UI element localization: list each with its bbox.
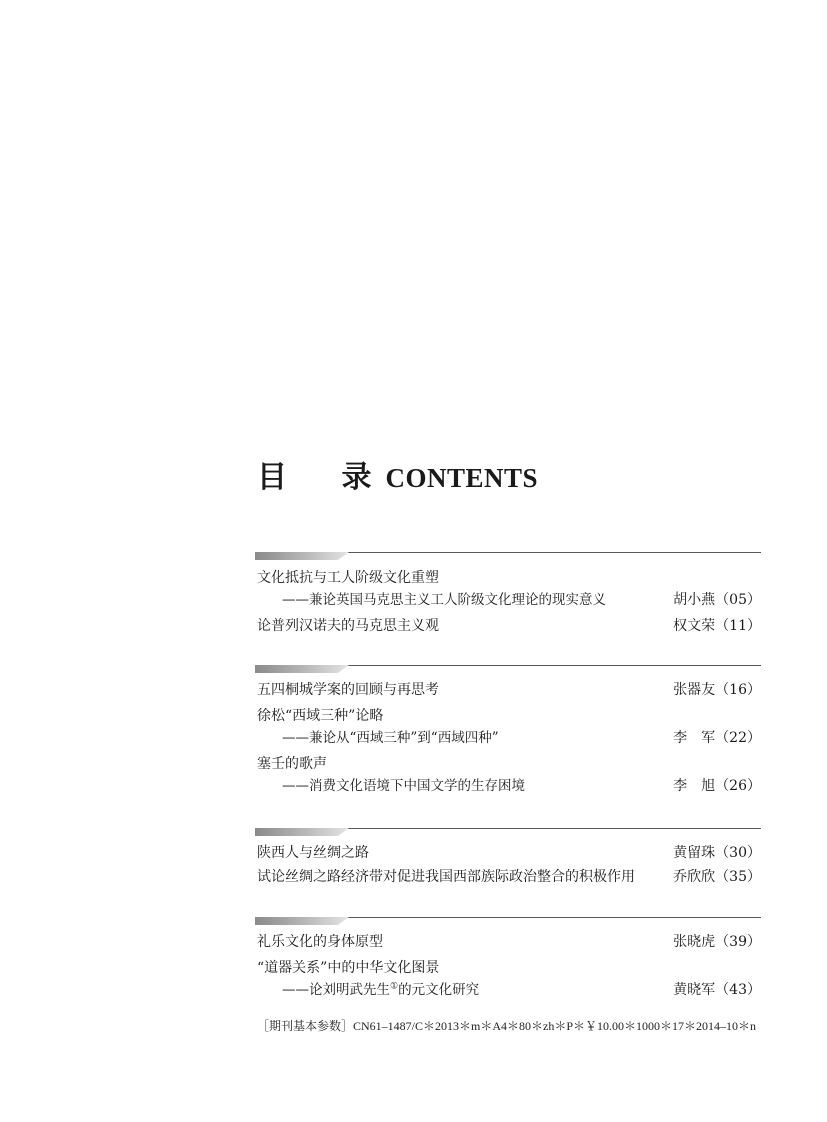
toc-entry-author: 张器友（16） bbox=[673, 682, 761, 698]
toc-entry-subtitle[interactable]: ——兼论英国马克思主义工人阶级文化理论的现实意义 胡小燕（05） bbox=[255, 589, 761, 611]
contents-title bbox=[257, 452, 538, 495]
journal-parameters: ［期刊基本参数］CN61–1487/C＊2013＊m＊A4＊80＊zh＊P＊￥10.00＊1000＊17＊2014–10＊n bbox=[257, 1019, 757, 1033]
toc-entry-title[interactable]: 礼乐文化的身体原型 张晓虎（39） bbox=[255, 931, 761, 953]
toc-entry-author: 胡小燕（05） bbox=[673, 592, 761, 608]
toc-entry-title[interactable]: 试论丝绸之路经济带对促进我国西部族际政治整合的积极作用 乔欣欣（35） bbox=[255, 866, 761, 888]
toc-entry-subtitle[interactable]: ——兼论从“西域三种”到“西域四种” 李 军（22） bbox=[255, 727, 761, 749]
toc-entry-author: 张晓虎（39） bbox=[673, 934, 761, 950]
toc-entry-author: 黄留珠（30） bbox=[673, 845, 761, 861]
toc-entry-title[interactable]: 塞壬的歌声 bbox=[257, 756, 327, 772]
section-divider bbox=[255, 552, 761, 561]
toc-entry-title[interactable]: 论普列汉诺夫的马克思主义观 权文荣（11） bbox=[255, 615, 761, 637]
footnote-marker: ① bbox=[390, 981, 399, 992]
toc-entry-title[interactable]: 五四桐城学案的回顾与再思考 张器友（16） bbox=[255, 679, 761, 701]
toc-entry-title[interactable]: 文化抵抗与工人阶级文化重塑 bbox=[257, 570, 439, 586]
toc-section-2 bbox=[255, 665, 761, 805]
toc-entry-title[interactable]: “道器关系”中的中华文化图景 bbox=[257, 960, 440, 976]
contents-title-cn: 目 录 bbox=[257, 460, 394, 495]
toc-entry-title[interactable]: 陕西人与丝绸之路 黄留珠（30） bbox=[255, 842, 761, 864]
toc-entry-subtitle[interactable]: ——消费文化语境下中国文学的生存困境 李 旭（26） bbox=[255, 775, 761, 797]
toc-section-4 bbox=[255, 917, 761, 1007]
toc-entry-author: 黄晓军（43） bbox=[673, 982, 761, 998]
toc-section-1 bbox=[255, 552, 761, 642]
toc-entry-author: 权文荣（11） bbox=[673, 618, 761, 634]
section-divider bbox=[255, 828, 761, 837]
toc-entry-subtitle[interactable]: ——论刘明武先生①的元文化研究 黄晓军（43） bbox=[255, 979, 761, 1001]
section-divider bbox=[255, 917, 761, 926]
toc-section-3 bbox=[255, 828, 761, 893]
contents-title-en: CONTENTS bbox=[385, 463, 538, 493]
toc-entry-author: 李 军（22） bbox=[673, 730, 761, 746]
toc-entry-title[interactable]: 徐松“西域三种”论略 bbox=[257, 708, 384, 724]
toc-entry-author: 乔欣欣（35） bbox=[673, 869, 761, 885]
section-divider bbox=[255, 665, 761, 674]
toc-entry-author: 李 旭（26） bbox=[673, 778, 761, 794]
